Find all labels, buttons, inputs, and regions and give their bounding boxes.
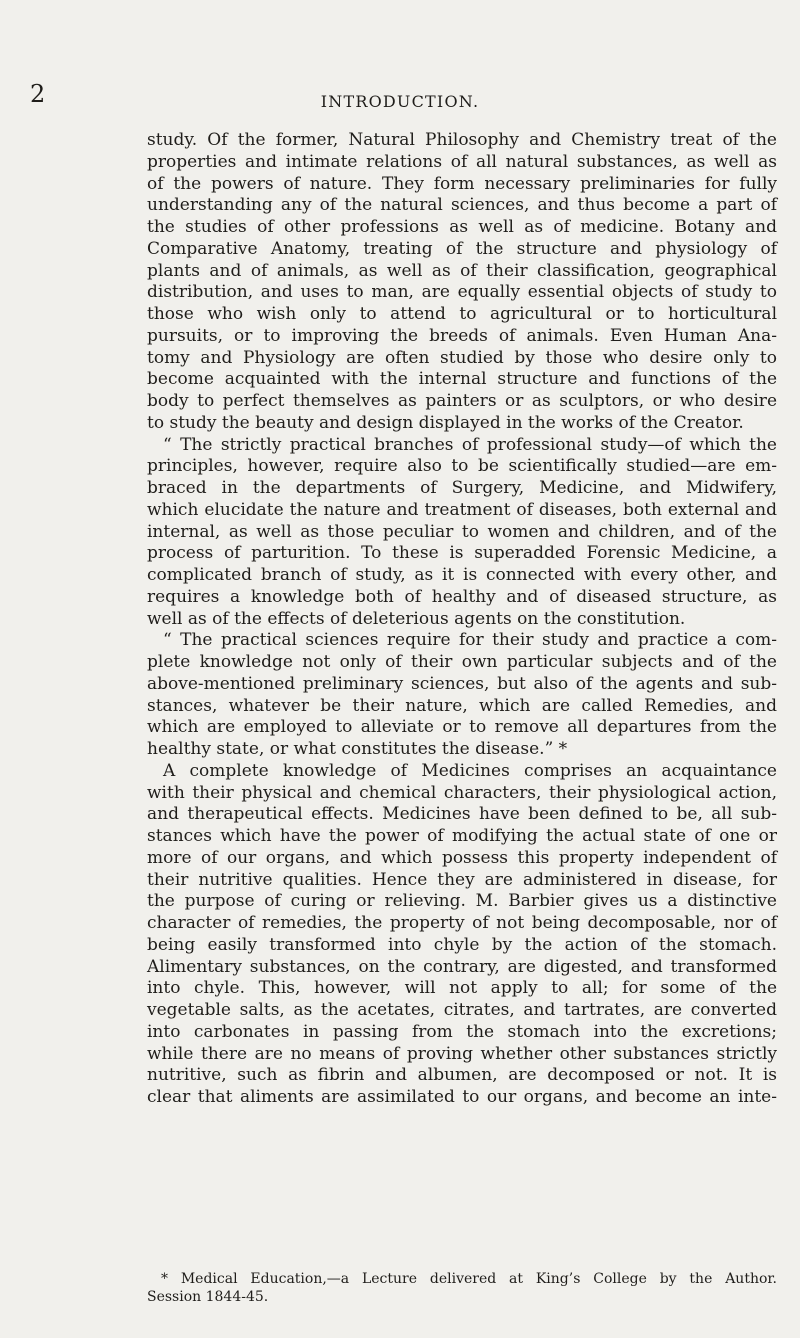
text-line: which are employed to alleviate or to remove all departures from the bbox=[147, 717, 777, 738]
text-line: being easily transformed into chyle by the action of the stomach. bbox=[147, 934, 777, 955]
text-line: clear that aliments are assimilated to our organs, and become an inte- bbox=[147, 1087, 777, 1107]
text-line: with their physical and chemical characters, their physiological action, bbox=[147, 782, 777, 803]
text-line: vegetable salts, as the acetates, citrates, and tartrates, are converted bbox=[147, 1000, 777, 1020]
text-line: those who wish only to attend to agricultural or to horticultural bbox=[147, 304, 777, 324]
text-line: body to perfect themselves as painters or as sculptors, or who desire bbox=[147, 391, 777, 411]
text-line: nutritive, such as fibrin and albumen, are decomposed or not. It is bbox=[147, 1065, 777, 1086]
text-line: distribution, and uses to man, are equally essential objects of study to bbox=[147, 282, 777, 303]
text-line: internal, as well as those peculiar to women and children, and of the bbox=[147, 521, 777, 542]
text-line: well as of the effects of deleterious agents on the constitution. bbox=[147, 608, 686, 629]
text-line: Alimentary substances, on the contrary, are digested, and transformed bbox=[147, 956, 777, 977]
body-text bbox=[147, 130, 777, 1109]
text-line: Comparative Anatomy, treating of the structure and physiology of bbox=[147, 238, 777, 259]
footnote-line: * Medical Education,—a Lecture delivered at King’s College by the Author. bbox=[161, 1271, 777, 1287]
footnote-line: Session 1844-45. bbox=[147, 1289, 269, 1305]
running-head: INTRODUCTION. bbox=[320, 92, 480, 111]
text-line: complicated branch of study, as it is connected with every other, and bbox=[147, 565, 777, 585]
page-number: 2 bbox=[30, 80, 46, 108]
text-line: into carbonates in passing from the stomach into the excretions; bbox=[147, 1021, 777, 1042]
text-line: into chyle. This, however, will not apply to all; for some of the bbox=[147, 978, 777, 999]
text-line: plants and of animals, as well as of their classification, geographical bbox=[147, 260, 777, 281]
text-line: of the powers of nature. They form necessary preliminaries for fully bbox=[147, 173, 777, 194]
text-line: more of our organs, and which possess this property independent of bbox=[147, 847, 777, 868]
text-line: “ The practical sciences require for their study and practice a com- bbox=[163, 630, 777, 651]
text-line: which elucidate the nature and treatment of diseases, both external and bbox=[147, 499, 777, 520]
text-line: properties and intimate relations of all natural substances, as well as bbox=[147, 151, 777, 172]
text-line: plete knowledge not only of their own particular subjects and of the bbox=[147, 652, 777, 672]
text-line: the purpose of curing or relieving. M. Barbier gives us a distinctive bbox=[147, 891, 777, 912]
text-line: “ The strictly practical branches of professional study—of which the bbox=[163, 434, 777, 455]
text-line: pursuits, or to improving the breeds of animals. Even Human Ana- bbox=[147, 325, 777, 346]
text-line: their nutritive qualities. Hence they are administered in disease, for bbox=[147, 869, 777, 890]
text-line: and therapeutical effects. Medicines have been defined to be, all sub- bbox=[147, 804, 777, 825]
text-line: above-mentioned preliminary sciences, but also of the agents and sub- bbox=[147, 673, 777, 694]
text-line: stances, whatever be their nature, which are called Remedies, and bbox=[147, 695, 777, 716]
text-line: braced in the departments of Surgery, Medicine, and Midwifery, bbox=[147, 478, 777, 498]
text-line: tomy and Physiology are often studied by those who desire only to bbox=[147, 347, 777, 368]
text-line: the studies of other professions as well as of medicine. Botany and bbox=[147, 217, 777, 237]
text-line: character of remedies, the property of not being decomposable, nor of bbox=[147, 913, 777, 933]
footnote bbox=[147, 1270, 777, 1306]
text-line: healthy state, or what constitutes the disease.” * bbox=[147, 739, 568, 759]
text-line: understanding any of the natural sciences, and thus become a part of bbox=[147, 195, 777, 216]
text-line: A complete knowledge of Medicines comprises an acquaintance bbox=[163, 760, 777, 781]
text-line: process of parturition. To these is superadded Forensic Medicine, a bbox=[147, 543, 777, 564]
text-line: become acquainted with the internal structure and functions of the bbox=[147, 369, 777, 390]
text-line: study. Of the former, Natural Philosophy and Chemistry treat of the bbox=[147, 130, 777, 150]
text-line: to study the beauty and design displayed in the works of the Creator. bbox=[147, 412, 744, 433]
text-line: requires a knowledge both of healthy and of diseased structure, as bbox=[147, 586, 777, 607]
text-line: while there are no means of proving whether other substances strictly bbox=[147, 1043, 777, 1064]
text-line: principles, however, require also to be scientifically studied—are em- bbox=[147, 456, 777, 477]
text-line: stances which have the power of modifying the actual state of one or bbox=[147, 826, 777, 846]
